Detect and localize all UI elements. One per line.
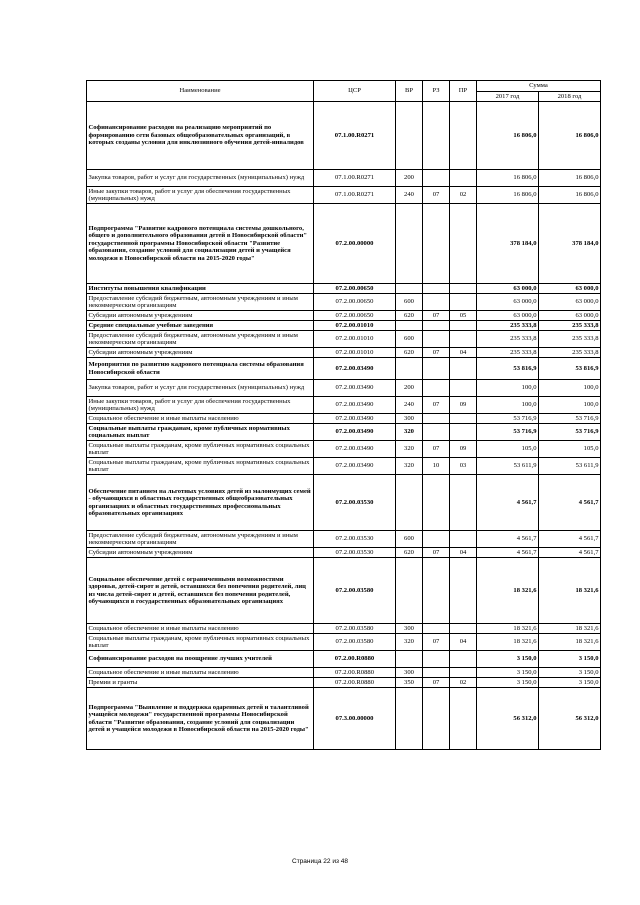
row-csr: 07.2.00.00650: [314, 294, 396, 311]
row-sum-2017: 235 333,8: [477, 321, 539, 331]
row-name: Обеспечение питанием на льготных условиях детей из малоимущих семей - обучающихся в областных государственных общеобразовательных организациях и областных государственных профессиональных образовательных организациях: [87, 475, 314, 531]
table-row: [87, 634, 601, 651]
row-vr: [396, 475, 423, 531]
row-name: Закупка товаров, работ и услуг для государственных (муниципальных) нужд: [87, 170, 314, 187]
row-pr: [450, 424, 477, 441]
row-sum-2017: 4 561,7: [477, 475, 539, 531]
row-sum-2018: 63 000,0: [539, 284, 601, 294]
row-vr: 300: [396, 414, 423, 424]
table-row: [87, 558, 601, 624]
row-sum-2017: 63 000,0: [477, 311, 539, 321]
row-name: Иные закупки товаров, работ и услуг для обеспечения государственных (муниципальных) нужд: [87, 397, 314, 414]
row-pr: [450, 688, 477, 750]
row-rz: [423, 688, 450, 750]
row-sum-2018: 53 816,9: [539, 358, 601, 380]
row-sum-2018: 100,0: [539, 397, 601, 414]
row-csr: 07.2.00.01010: [314, 321, 396, 331]
row-pr: 03: [450, 458, 477, 475]
row-csr: 07.3.00.00000: [314, 688, 396, 750]
row-pr: [450, 204, 477, 284]
row-sum-2017: 53 716,9: [477, 414, 539, 424]
row-sum-2017: 4 561,7: [477, 548, 539, 558]
row-name: Субсидии автономным учреждениям: [87, 548, 314, 558]
table-body: [87, 102, 601, 750]
table-row: [87, 424, 601, 441]
row-rz: 07: [423, 348, 450, 358]
row-rz: [423, 294, 450, 311]
row-sum-2018: 100,0: [539, 380, 601, 397]
row-pr: [450, 475, 477, 531]
row-csr: 07.2.00.R0880: [314, 678, 396, 688]
row-sum-2018: 105,0: [539, 441, 601, 458]
row-name: Иные закупки товаров, работ и услуг для обеспечения государственных (муниципальных) нужд: [87, 187, 314, 204]
row-rz: [423, 668, 450, 678]
row-vr: 620: [396, 548, 423, 558]
row-vr: 320: [396, 634, 423, 651]
row-pr: [450, 170, 477, 187]
row-sum-2018: 4 561,7: [539, 548, 601, 558]
row-rz: [423, 170, 450, 187]
row-sum-2018: 16 806,0: [539, 187, 601, 204]
table-row: [87, 475, 601, 531]
row-vr: 620: [396, 348, 423, 358]
row-rz: 07: [423, 441, 450, 458]
row-sum-2017: 16 806,0: [477, 187, 539, 204]
table-row: [87, 358, 601, 380]
table-row: [87, 688, 601, 750]
row-rz: 07: [423, 634, 450, 651]
row-rz: [423, 414, 450, 424]
row-pr: 04: [450, 348, 477, 358]
row-rz: [423, 424, 450, 441]
row-csr: 07.2.00.03490: [314, 397, 396, 414]
table-row: [87, 204, 601, 284]
row-name: Социальные выплаты гражданам, кроме публичных нормативных социальных выплат: [87, 424, 314, 441]
row-rz: 07: [423, 548, 450, 558]
row-sum-2018: 235 333,8: [539, 331, 601, 348]
row-pr: [450, 321, 477, 331]
row-sum-2017: 53 716,9: [477, 424, 539, 441]
row-sum-2018: 63 000,0: [539, 311, 601, 321]
row-name: Подпрограмма "Развитие кадрового потенциала системы дошкольного, общего и дополнительного образования детей в Новосибирской области" государственной программы Новосибирской области "Развитие образования, создание условий для социализации детей и учащейся молодежи в Новосибирской области на 2015-2020 годы": [87, 204, 314, 284]
row-sum-2018: 378 184,0: [539, 204, 601, 284]
row-name: Социальные выплаты гражданам, кроме публичных нормативных социальных выплат: [87, 441, 314, 458]
row-vr: 320: [396, 458, 423, 475]
row-vr: 600: [396, 294, 423, 311]
header-sum: Сумма: [477, 81, 601, 92]
row-pr: [450, 284, 477, 294]
row-vr: 620: [396, 311, 423, 321]
row-pr: [450, 558, 477, 624]
row-rz: 07: [423, 397, 450, 414]
row-pr: 09: [450, 441, 477, 458]
row-name: Мероприятия по развитию кадрового потенциала системы образования Новосибирской области: [87, 358, 314, 380]
row-rz: [423, 284, 450, 294]
row-sum-2017: 18 321,6: [477, 634, 539, 651]
row-rz: [423, 321, 450, 331]
row-sum-2018: 16 806,0: [539, 170, 601, 187]
row-sum-2018: 235 333,8: [539, 321, 601, 331]
row-rz: [423, 331, 450, 348]
row-vr: 200: [396, 170, 423, 187]
row-vr: [396, 284, 423, 294]
row-sum-2018: 53 611,9: [539, 458, 601, 475]
header-year-2017: 2017 год: [477, 92, 539, 102]
row-vr: [396, 651, 423, 668]
row-name: Предоставление субсидий бюджетным, автономным учреждениям и иным некоммерческим организациям: [87, 531, 314, 548]
row-pr: [450, 102, 477, 170]
row-sum-2018: 63 000,0: [539, 294, 601, 311]
table-row: [87, 441, 601, 458]
row-pr: 02: [450, 187, 477, 204]
row-csr: 07.1.00.R0271: [314, 187, 396, 204]
row-vr: 200: [396, 380, 423, 397]
row-csr: 07.2.00.03580: [314, 634, 396, 651]
row-csr: 07.2.00.R0880: [314, 651, 396, 668]
header-year-2018: 2018 год: [539, 92, 601, 102]
row-csr: 07.2.00.01010: [314, 331, 396, 348]
row-sum-2017: 56 312,0: [477, 688, 539, 750]
row-vr: 600: [396, 531, 423, 548]
table-row: [87, 331, 601, 348]
row-vr: [396, 204, 423, 284]
row-sum-2017: 53 816,9: [477, 358, 539, 380]
row-sum-2018: 18 321,6: [539, 634, 601, 651]
row-vr: [396, 358, 423, 380]
row-name: Софинансирование расходов на поощрение лучших учителей: [87, 651, 314, 668]
row-sum-2018: 16 806,0: [539, 102, 601, 170]
table-row: [87, 170, 601, 187]
row-pr: [450, 651, 477, 668]
row-sum-2018: 3 150,0: [539, 651, 601, 668]
row-name: Субсидии автономным учреждениям: [87, 311, 314, 321]
row-vr: [396, 558, 423, 624]
row-csr: 07.1.00.R0271: [314, 102, 396, 170]
row-sum-2017: 100,0: [477, 380, 539, 397]
table-row: [87, 678, 601, 688]
row-rz: [423, 531, 450, 548]
row-sum-2017: 100,0: [477, 397, 539, 414]
row-name: Социальное обеспечение и иные выплаты населению: [87, 624, 314, 634]
table-row: [87, 321, 601, 331]
row-vr: 240: [396, 397, 423, 414]
row-sum-2017: 235 333,8: [477, 348, 539, 358]
table-row: [87, 348, 601, 358]
table-row: [87, 531, 601, 548]
row-pr: [450, 358, 477, 380]
row-sum-2018: 18 321,6: [539, 558, 601, 624]
row-name: Социальные выплаты гражданам, кроме публичных нормативных социальных выплат: [87, 634, 314, 651]
row-pr: [450, 331, 477, 348]
row-sum-2018: 3 150,0: [539, 678, 601, 688]
table-row: [87, 102, 601, 170]
row-csr: 07.2.00.00650: [314, 284, 396, 294]
row-csr: 07.2.00.03490: [314, 441, 396, 458]
row-name: Предоставление субсидий бюджетным, автономным учреждениям и иным некоммерческим организациям: [87, 294, 314, 311]
row-csr: 07.1.00.R0271: [314, 170, 396, 187]
row-name: Премии и гранты: [87, 678, 314, 688]
row-sum-2018: 56 312,0: [539, 688, 601, 750]
row-name: Подпрограмма "Выявление и поддержка одаренных детей и талантливой учащейся молодежи" государственной программы Новосибирской области "Развитие образования, создание условий для социализации детей и учащейся молодежи в Новосибирской области на 2015-2020 годы": [87, 688, 314, 750]
row-name: Софинансирование расходов на реализацию мероприятий по формированию сети базовых общеобразовательных организаций, в которых созданы условия для инклюзивного обучения детей-инвалидов: [87, 102, 314, 170]
row-sum-2017: 3 150,0: [477, 678, 539, 688]
row-rz: 10: [423, 458, 450, 475]
header-name: Наименование: [87, 81, 314, 102]
row-vr: 240: [396, 187, 423, 204]
row-vr: 600: [396, 331, 423, 348]
row-sum-2018: 4 561,7: [539, 475, 601, 531]
table-row: [87, 187, 601, 204]
row-name: Закупка товаров, работ и услуг для государственных (муниципальных) нужд: [87, 380, 314, 397]
row-csr: 07.2.00.00650: [314, 311, 396, 321]
row-name: Субсидии автономным учреждениям: [87, 348, 314, 358]
row-name: Социальное обеспечение детей с ограниченными возможностями здоровья, детей-сирот и детей, оставшихся без попечения родителей, лиц из числа детей-сирот и детей, оставшихся без попечения родителей, обучающихся в государственных образовательных организациях: [87, 558, 314, 624]
row-vr: 350: [396, 678, 423, 688]
row-sum-2017: 53 611,9: [477, 458, 539, 475]
row-rz: [423, 475, 450, 531]
table-row: [87, 624, 601, 634]
row-csr: 07.2.00.03530: [314, 475, 396, 531]
row-name: Социальное обеспечение и иные выплаты населению: [87, 414, 314, 424]
row-pr: 04: [450, 548, 477, 558]
row-csr: 07.2.00.03530: [314, 531, 396, 548]
row-pr: 05: [450, 311, 477, 321]
row-rz: [423, 358, 450, 380]
row-csr: 07.2.00.03490: [314, 380, 396, 397]
row-pr: 02: [450, 678, 477, 688]
row-sum-2017: 16 806,0: [477, 102, 539, 170]
row-sum-2017: 105,0: [477, 441, 539, 458]
table-row: [87, 311, 601, 321]
row-sum-2017: 63 000,0: [477, 284, 539, 294]
row-csr: 07.2.00.03530: [314, 548, 396, 558]
row-sum-2018: 53 716,9: [539, 424, 601, 441]
row-sum-2017: 63 000,0: [477, 294, 539, 311]
row-csr: 07.2.00.03580: [314, 558, 396, 624]
row-vr: 300: [396, 668, 423, 678]
row-pr: [450, 668, 477, 678]
row-vr: [396, 321, 423, 331]
row-name: Предоставление субсидий бюджетным, автономным учреждениям и иным некоммерческим организациям: [87, 331, 314, 348]
row-sum-2017: 378 184,0: [477, 204, 539, 284]
row-rz: 07: [423, 678, 450, 688]
row-csr: 07.2.00.03490: [314, 358, 396, 380]
row-pr: [450, 624, 477, 634]
row-sum-2018: 235 333,8: [539, 348, 601, 358]
row-csr: 07.2.00.03490: [314, 458, 396, 475]
row-csr: 07.2.00.03580: [314, 624, 396, 634]
row-sum-2018: 3 150,0: [539, 668, 601, 678]
row-csr: 07.2.00.03490: [314, 424, 396, 441]
row-pr: 09: [450, 397, 477, 414]
row-sum-2017: 3 150,0: [477, 668, 539, 678]
row-csr: 07.2.00.R0880: [314, 668, 396, 678]
row-rz: [423, 380, 450, 397]
row-vr: [396, 688, 423, 750]
row-vr: [396, 102, 423, 170]
table-row: [87, 668, 601, 678]
header-vr: ВР: [396, 81, 423, 102]
row-sum-2018: 18 321,6: [539, 624, 601, 634]
row-csr: 07.2.00.00000: [314, 204, 396, 284]
row-sum-2017: 18 321,6: [477, 624, 539, 634]
table-row: [87, 380, 601, 397]
table-row: [87, 414, 601, 424]
row-pr: [450, 380, 477, 397]
table-row: [87, 284, 601, 294]
row-rz: [423, 204, 450, 284]
row-sum-2018: 53 716,9: [539, 414, 601, 424]
header-pr: ПР: [450, 81, 477, 102]
row-name: Институты повышения квалификации: [87, 284, 314, 294]
row-pr: 04: [450, 634, 477, 651]
row-csr: 07.2.00.01010: [314, 348, 396, 358]
table-row: [87, 294, 601, 311]
row-name: Социальные выплаты гражданам, кроме публичных нормативных социальных выплат: [87, 458, 314, 475]
table-row: [87, 651, 601, 668]
row-sum-2017: 3 150,0: [477, 651, 539, 668]
table-row: [87, 458, 601, 475]
row-vr: 320: [396, 441, 423, 458]
row-name: Средние специальные учебные заведения: [87, 321, 314, 331]
row-sum-2018: 4 561,7: [539, 531, 601, 548]
row-rz: 07: [423, 311, 450, 321]
page-footer: Страница 22 из 48: [292, 858, 348, 865]
row-pr: [450, 414, 477, 424]
row-sum-2017: 235 333,8: [477, 331, 539, 348]
row-csr: 07.2.00.03490: [314, 414, 396, 424]
row-rz: [423, 102, 450, 170]
row-pr: [450, 531, 477, 548]
row-name: Социальное обеспечение и иные выплаты населению: [87, 668, 314, 678]
row-rz: 07: [423, 187, 450, 204]
row-rz: [423, 624, 450, 634]
header-csr: ЦСР: [314, 81, 396, 102]
row-rz: [423, 558, 450, 624]
row-vr: 320: [396, 424, 423, 441]
table-row: [87, 548, 601, 558]
row-sum-2017: 18 321,6: [477, 558, 539, 624]
table-row: [87, 397, 601, 414]
row-rz: [423, 651, 450, 668]
row-sum-2017: 4 561,7: [477, 531, 539, 548]
budget-table: [86, 80, 601, 750]
header-rz: РЗ: [423, 81, 450, 102]
row-vr: 300: [396, 624, 423, 634]
row-pr: [450, 294, 477, 311]
row-sum-2017: 16 806,0: [477, 170, 539, 187]
